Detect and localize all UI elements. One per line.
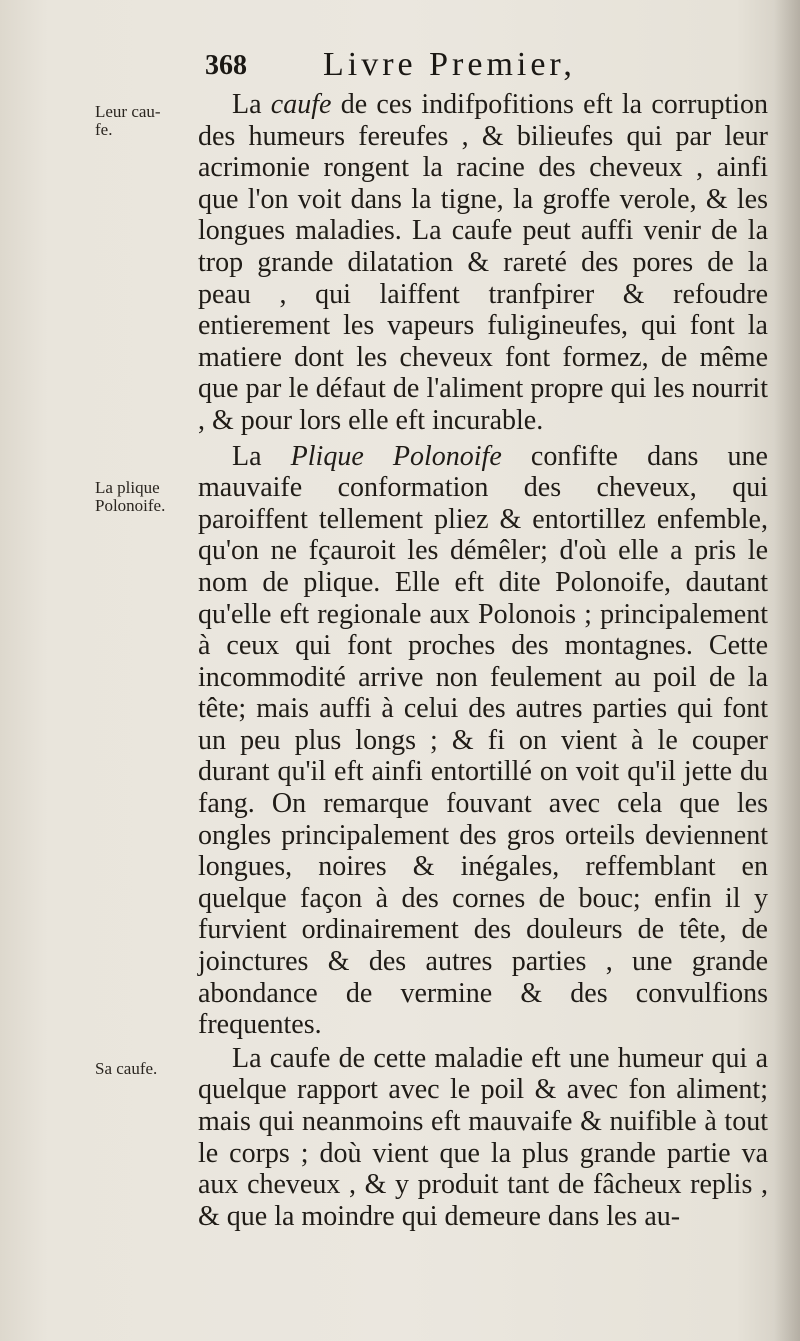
paragraph-3	[198, 1043, 768, 1233]
margin-note-sa-cause: Sa caufe.	[95, 1059, 158, 1078]
paragraph-1	[198, 89, 768, 437]
page-header	[205, 46, 675, 90]
paragraph-3-start: La caufe de cette maladie eft une humeur qui a quelque rapport avec le poil & avec fon aliment; mais qui neanmoins eft mauvaife & nuifible à tout le corps ; doù vient que la plus grande partie va aux cheveux , & y produit tant de fâcheux replis , & que la moindre qui demeure dans les au-	[198, 1042, 768, 1232]
margin-note-cause: Leur cau- fe.	[95, 102, 161, 139]
running-title: Livre Premier,	[323, 46, 576, 83]
paragraph-1-start: La	[232, 89, 271, 120]
paragraph-2-rest: confifte dans une mauvaife conformation des cheveux, qui paroiffent tellement pliez & entortillez enfemble, qu'on ne fçauroit les démêler; d'où elle a pris le nom de plique. Elle eft dite Polonoife, dautant qu'elle eft regionale aux Polonois ; principalement à ceux qui font proches des montagnes. Cette incommodité arrive non feulement au poil de la tête; mais auffi à celui des autres parties qui font un peu plus longs ; & fi on vient à le couper durant qu'il eft ainfi entortillé on voit qu'il jette du fang. On remarque fouvant avec cela que les ongles principalement des gros orteils deviennent longues, noires & inégales, reffemblant en quelque façon à des cornes de bouc; enfin il y furvient ordinairement des douleurs de tête, de joinctures & des autres parties , une grande abondance de vermine & des convulfions frequentes.	[198, 440, 768, 1041]
paragraph-1-italic: caufe	[270, 89, 332, 120]
margin-notes	[0, 0, 200, 1341]
paragraph-2	[198, 441, 768, 1041]
paragraph-2-italic: Plique Polonoife	[290, 440, 502, 472]
main-text	[198, 89, 768, 1232]
page-number: 368	[205, 50, 247, 81]
margin-note-plique-polonoise: La plique Polonoife.	[95, 478, 166, 515]
paragraph-2-start: La	[232, 440, 291, 472]
paragraph-1-rest: de ces indifpofitions eft la corruption des humeurs fereufes , & bilieufes qui par leur acrimonie rongent la racine des cheveux , ainfi que l'on voit dans la tigne, la groffe verole, & les longues maladies. La caufe peut auffi venir de la trop grande dilatation & rareté des pores de la peau , qui laiffent tranfpirer & refoudre entierement les vapeurs fuligineufes, qui font la matiere dont les cheveux font formez, de même que par le défaut de l'aliment propre qui les nourrit , & pour lors elle eft incurable.	[198, 89, 768, 436]
